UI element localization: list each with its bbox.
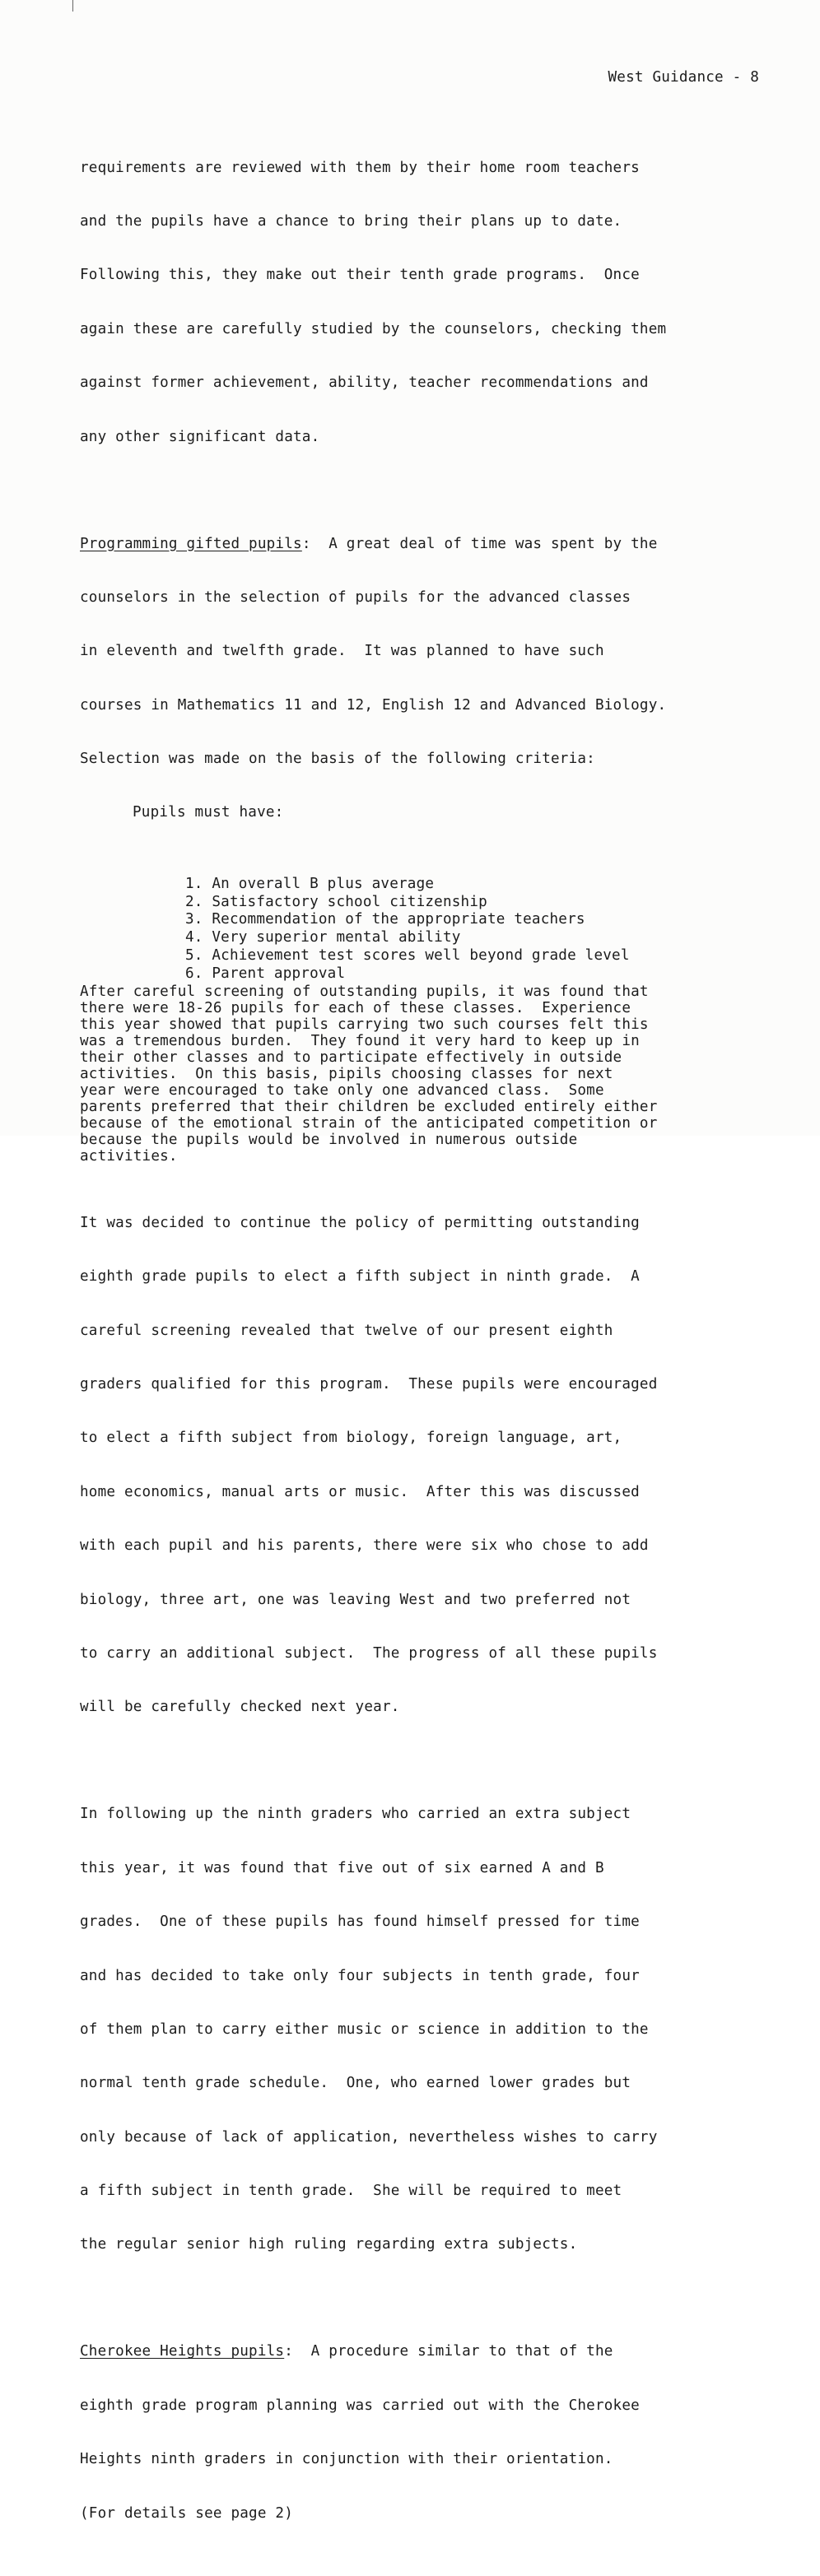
criteria-item: 2. Satisfactory school citizenship (185, 893, 487, 910)
text-line: eighth grade pupils to elect a fifth subject in ninth grade. A (80, 1268, 640, 1286)
text-line: and has decided to take only four subjects in tenth grade, four (80, 1967, 640, 1984)
text-line: courses in Mathematics 11 and 12, English 12 and Advanced Biology. (80, 696, 667, 714)
text-line: Heights ninth graders in conjunction with their orientation. (80, 2451, 613, 2468)
text-line: and the pupils have a chance to bring their plans up to date. (80, 212, 622, 230)
text-line: their other classes and to participate effectively in outside (80, 1049, 622, 1066)
text-line: a fifth subject in tenth grade. She will be required to meet (80, 2183, 622, 2200)
criteria-item: 3. Recommendation of the appropriate teachers (185, 911, 585, 928)
text-line: activities. (80, 1147, 178, 1165)
paragraph-fifth-subject-policy (80, 1179, 780, 1753)
text-line: to elect a fifth subject from biology, foreign language, art, (80, 1430, 622, 1447)
text-line: (For details see page 2) (80, 2504, 294, 2522)
text-line: home economics, manual arts or music. After this was discussed (80, 1483, 640, 1500)
heading-suffix: : A great deal of time was spent by the (301, 535, 658, 552)
text-line: In following up the ninth graders who carried an extra subject (80, 1806, 631, 1823)
text-line: against former achievement, ability, teacher recommendations and (80, 374, 649, 392)
criteria-item: 6. Parent approval (185, 965, 346, 982)
text-line: Following this, they make out their tenth grade programs. Once (80, 267, 640, 284)
text-line: grades. One of these pupils has found himself pressed for time (80, 1913, 640, 1931)
criteria-item: 5. Achievement test scores well beyond grade level (185, 947, 630, 965)
section-heading-cherokee: Cherokee Heights pupils (80, 2343, 285, 2360)
text-line: this year, it was found that five out of six earned A and B (80, 1859, 604, 1876)
text-line: of them plan to carry either music or science in addition to the (80, 2020, 649, 2038)
heading-suffix: : A procedure similar to that of the (284, 2343, 613, 2360)
text-line: biology, three art, one was leaving West and two preferred not (80, 1591, 631, 1608)
text-line: only because of lack of application, nevertheless wishes to carry (80, 2128, 658, 2146)
section-heading-gifted: Programming gifted pupils (80, 535, 302, 552)
text-line: requirements are reviewed with them by their home room teachers (80, 159, 640, 176)
text-line: counselors in the selection of pupils for the advanced classes (80, 588, 631, 606)
text-line: this year showed that pupils carrying two such courses felt this (80, 1016, 649, 1033)
text-line: was a tremendous burden. They found it very hard to keep up in (80, 1032, 640, 1049)
heading-line (80, 2343, 780, 2361)
text-line: any other significant data. (80, 428, 320, 445)
text-line: because of the emotional strain of the anticipated competition or (80, 1114, 658, 1132)
criteria-item: 1. An overall B plus average (185, 875, 435, 892)
paragraph-requirements (80, 123, 780, 482)
text-line: will be carefully checked next year. (80, 1699, 400, 1716)
text-line: It was decided to continue the policy of permitting outstanding (80, 1214, 640, 1231)
running-head: West Guidance - 8 (608, 69, 759, 86)
scan-mark (72, 0, 73, 12)
text-line: normal tenth grade schedule. One, who earned lower grades but (80, 2075, 631, 2092)
text-line: in eleventh and twelfth grade. It was planned to have such (80, 643, 604, 660)
text-line: the regular senior high ruling regarding extra subjects. (80, 2236, 578, 2253)
criteria-item: 4. Very superior mental ability (185, 929, 461, 946)
heading-line (80, 536, 780, 554)
paragraph-cherokee-heights (80, 2308, 780, 2559)
text-line: After careful screening of outstanding pupils, it was found that (80, 983, 649, 1000)
paragraph-ninth-graders-followup (80, 1770, 780, 2290)
text-line: year were encouraged to take only one advanced class. Some (80, 1081, 604, 1099)
document-body (80, 123, 780, 2576)
text-line: Selection was made on the basis of the following criteria: (80, 751, 595, 768)
text-line: eighth grade program planning was carried out with the Cherokee (80, 2397, 640, 2414)
text-line: with each pupil and his parents, there were six who chose to add (80, 1537, 649, 1555)
criteria-list (80, 876, 780, 983)
paragraph-gifted-pupils (80, 500, 780, 858)
text-line: graders qualified for this program. These pupils were encouraged (80, 1376, 658, 1393)
text-line: careful screening revealed that twelve of our present eighth (80, 1322, 613, 1339)
text-line: activities. On this basis, pipils choosing classes for next (80, 1065, 613, 1082)
text-line: there were 18-26 pupils for each of these classes. Experience (80, 999, 631, 1016)
text-line: to carry an additional subject. The progress of all these pupils (80, 1644, 658, 1662)
list-intro: Pupils must have: (133, 804, 284, 821)
text-line: because the pupils would be involved in numerous outside (80, 1131, 578, 1148)
text-line: again these are carefully studied by the counselors, checking them (80, 320, 667, 337)
text-line: parents preferred that their children be excluded entirely either (80, 1098, 658, 1115)
